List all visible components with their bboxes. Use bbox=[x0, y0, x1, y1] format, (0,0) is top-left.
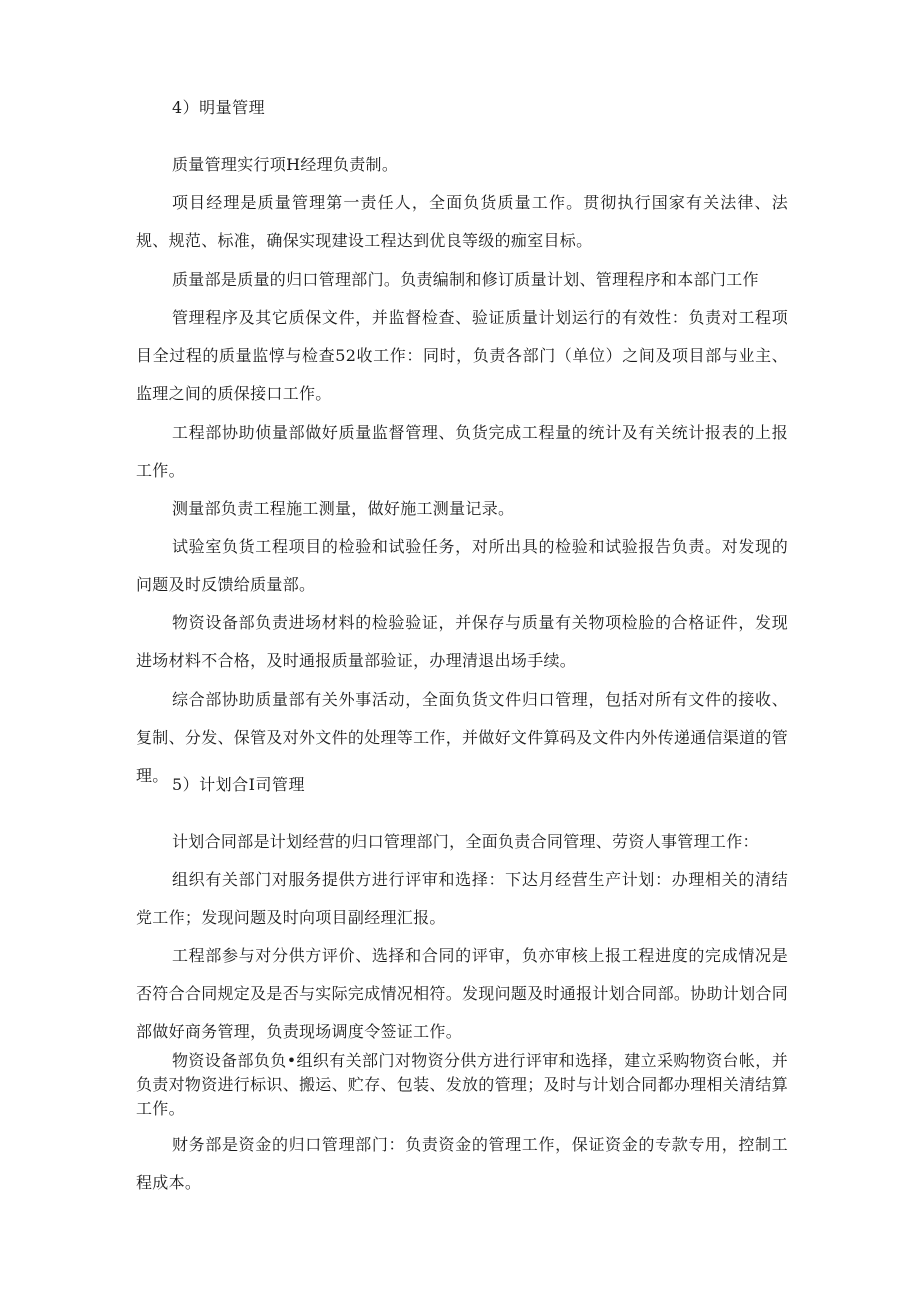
paragraph: 计划合同部是计划经营的归口管理部门，全面负责合同管理、劳资人事管理工作： bbox=[172, 832, 759, 851]
paragraph: 管理程序及其它质保文件，并监督检查、验证质量计划运行的有效性：负责对工程项目全过程的质量监惇与检查52收工作：同时，负责各部门（单位）之间及项目部与业主、监理之间的质保接口工作。 bbox=[136, 308, 788, 403]
paragraph: 测量部负责工程施工测量，做好施工测量记录。 bbox=[172, 499, 515, 518]
paragraph: 物资设备部负责进场材料的检验验证，并保存与质量有关物项检脸的合格证件，发现进场材料不合格，及时通报质量部验证，办理清退出场手续。 bbox=[136, 613, 788, 670]
paragraph: 综合部协助质量部有关外事活动，全面负货文件归口管理，包括对所有文件的接收、复制、分发、保管及对外文件的处理等工作，并做好文件算码及文件内外传递通信渠道的管理。 bbox=[136, 690, 789, 785]
paragraph: 项目经理是质量管理第一责任人，全面负货质量工作。贯彻执行国家有关法律、法规、规范、标准，确保实现建设工程达到优良等级的痂室目标。 bbox=[136, 193, 788, 250]
paragraph: 试验室负货工程项目的检验和试验任务，对所出具的检验和试验报告负责。对发现的问题及时反馈给质量部。 bbox=[136, 537, 788, 594]
paragraph: 工程部参与对分供方评价、选择和合同的评审，负亦审核上报工程进度的完成情况是否符合合同规定及是否与实际完成情况相符。发现问题及时通报计划合同部。协助计划合同部做好商务管理，负责现场调度令签证工作。 bbox=[136, 946, 789, 1041]
paragraph: 质量管理实行项H经理负责制。 bbox=[172, 155, 399, 174]
paragraph: 物资设备部负负•组织有关部门对物资分供方进行评审和选择，建立采购物资台帐，并负责对物资进行标识、搬运、贮存、包装、发放的管理；及时与计划合同都办理相关清结算工作。 bbox=[136, 1051, 789, 1118]
section-heading-5: 5）计划合I司管理 bbox=[172, 775, 306, 794]
paragraph: 工程部协助侦量部做好质量监督管理、负货完成工程量的统计及有关统计报表的上报工作。 bbox=[136, 423, 788, 480]
paragraph: 财务部是资金的归口管理部门：负责资金的管理工作，保证资金的专款专用，控制工程成本。 bbox=[136, 1135, 788, 1192]
section-heading-4: 4）明量管理 bbox=[172, 98, 266, 117]
paragraph: 质量部是质量的归口管理部门。负责编制和修订质量计划、管理程序和本部门工作 bbox=[172, 270, 759, 289]
paragraph: 组织有关部门对服务提供方进行评审和选择：下达月经营生产计划：办理相关的清结党工作；发现问题及时向项目副经理汇报。 bbox=[136, 870, 788, 927]
